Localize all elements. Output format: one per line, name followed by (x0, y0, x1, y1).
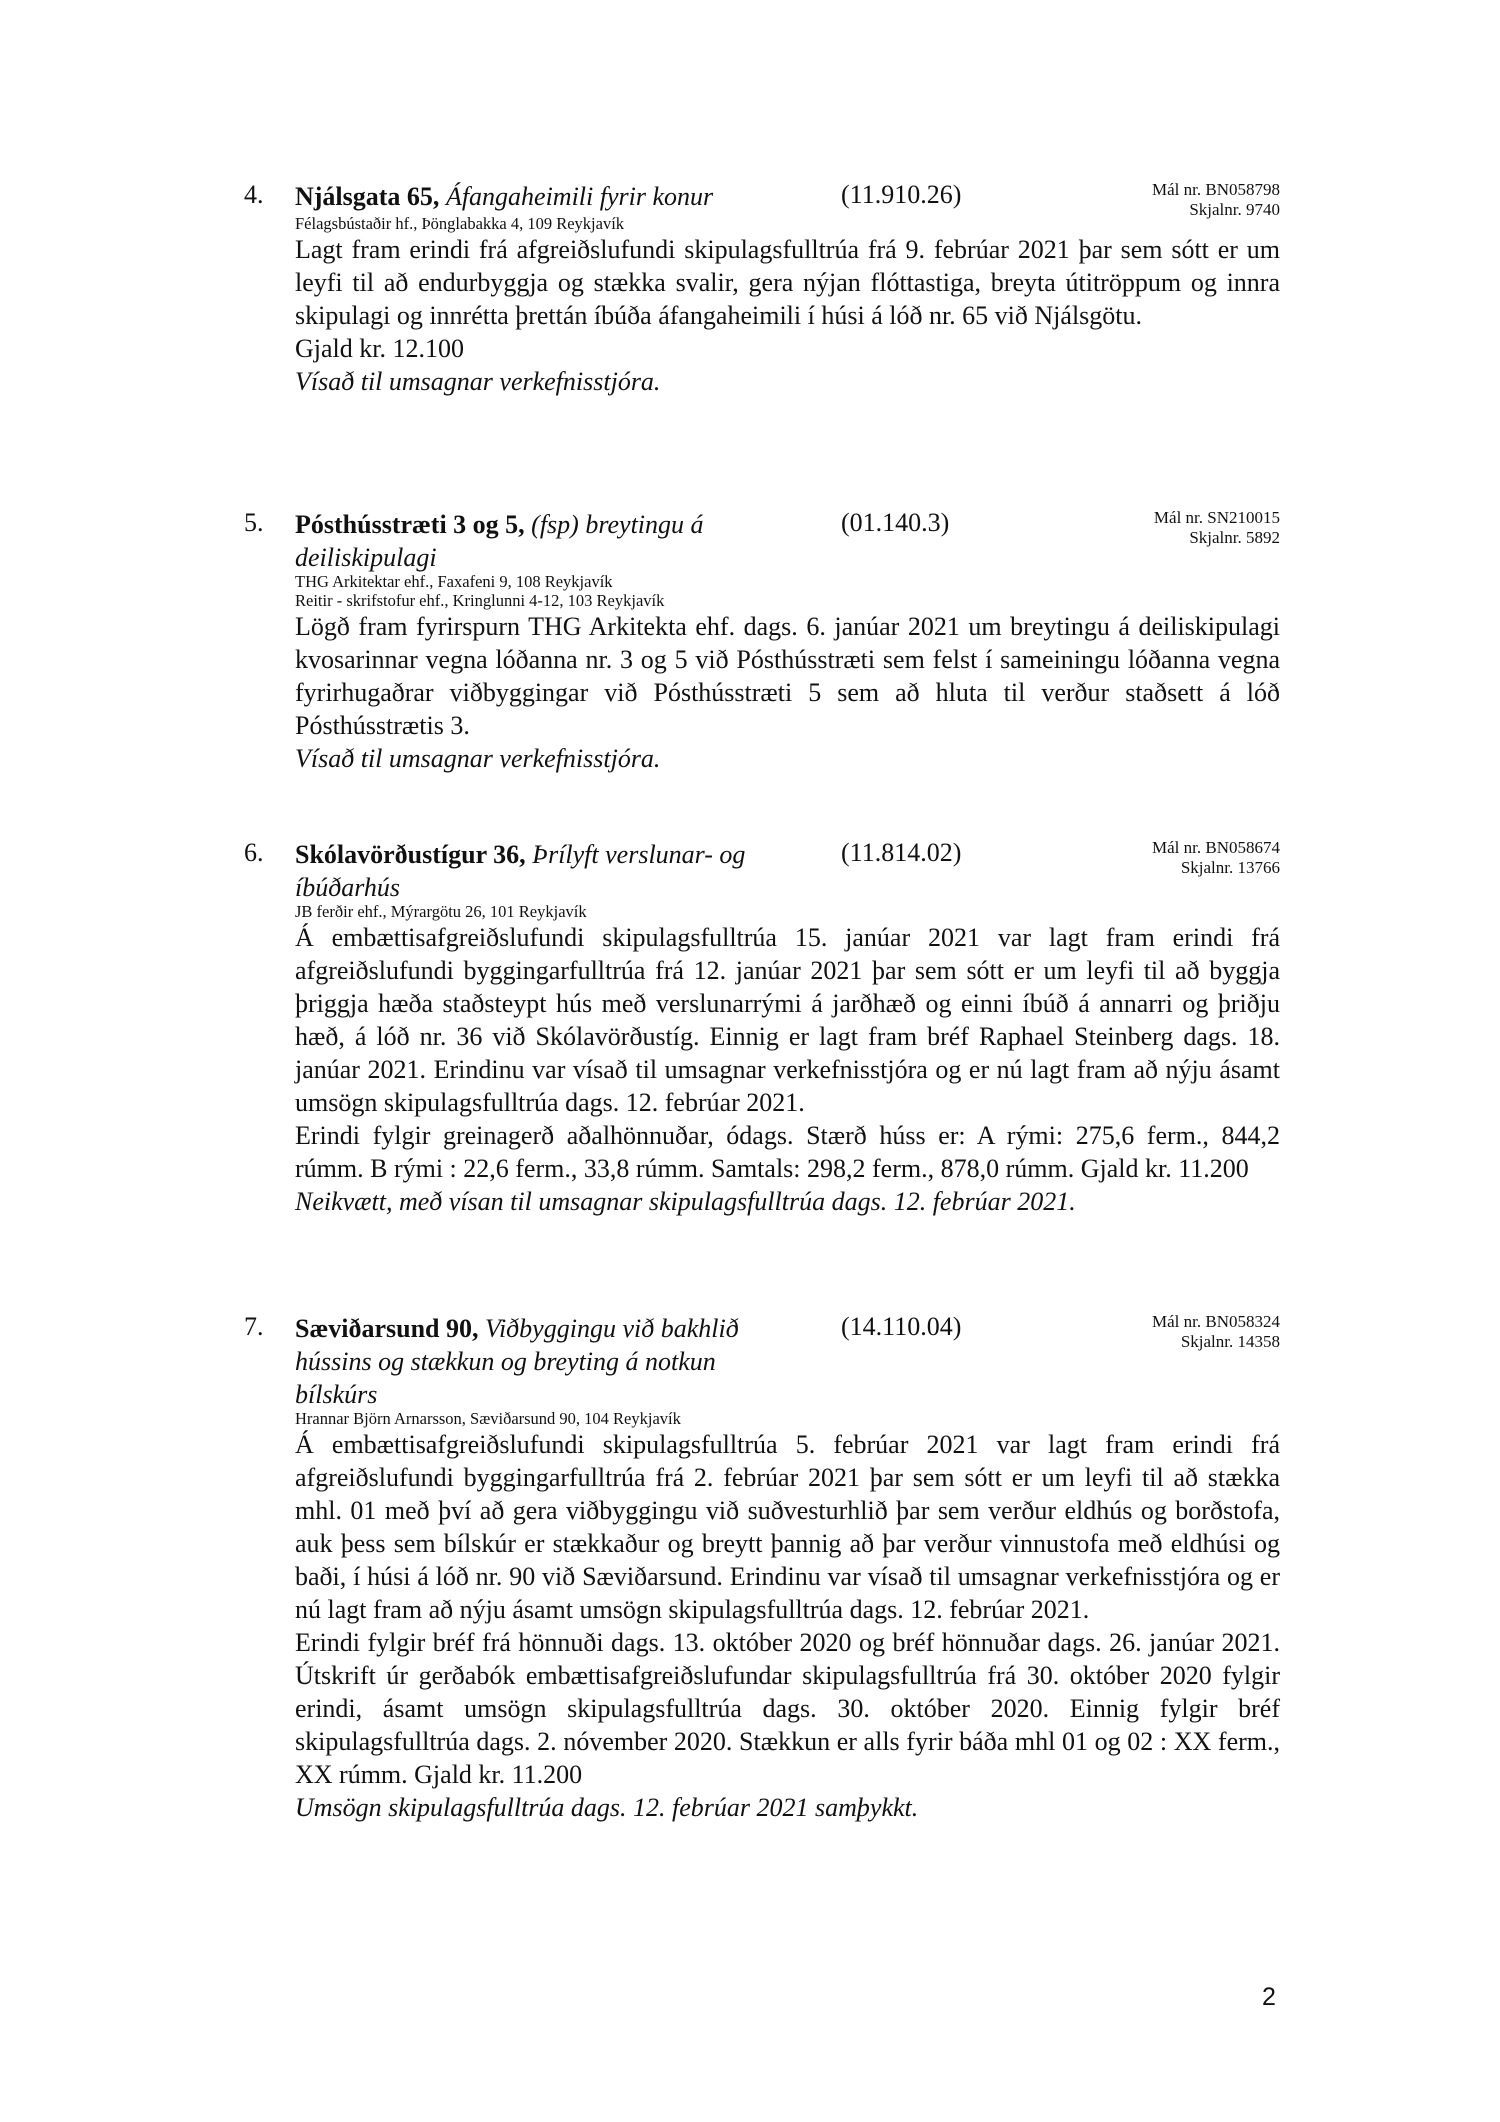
paragraph: Á embættisafgreiðslufundi skipulagsfulltrúa 15. janúar 2021 var lagt fram erindi frá afgreiðslufundi byggingarfulltrúa frá 12. janúar 2021 þar sem sótt er um leyfi til að byggja þriggja hæða staðsteypt hús með verslunarrými á jarðhæð og einni íbúð á annarri og þriðju hæð, á lóð nr. 36 við Skólavörðustíg. Einnig er lagt fram bréf Raphael Steinberg dags. 18. janúar 2021. Erindinu var vísað til umsagnar verkefnisstjóra og er nú lagt fram að nýju ásamt umsögn skipulagsfulltrúa dags. 12. febrúar 2021. (295, 923, 1280, 1117)
file-number: Skjalnr. 9740 (1189, 200, 1280, 219)
case-number: Mál nr. BN058324 (1152, 1312, 1280, 1331)
item-header (244, 508, 1280, 572)
item-subject: Þrílyft verslunar- og íbúðarhús (295, 840, 746, 902)
item-title (295, 838, 795, 904)
applicant: JB ferðir ehf., Mýrargötu 26, 101 Reykjavík (295, 902, 587, 921)
agenda-item-5 (244, 508, 1280, 775)
item-body (295, 610, 1280, 775)
verdict: Umsögn skipulagsfulltrúa dags. 12. febrúar 2021 samþykkt. (295, 1793, 919, 1822)
item-land-code: (01.140.3) (841, 508, 950, 537)
applicant: Hrannar Björn Arnarsson, Sæviðarsund 90, 104 Reykjavík (295, 1409, 681, 1428)
case-number: Mál nr. BN058674 (1152, 838, 1280, 857)
paragraph: Erindi fylgir bréf frá hönnuði dags. 13. október 2020 og bréf hönnuðar dags. 26. janúar 2021. Útskrift úr gerðabók embættisafgreiðslufundar skipulagsfulltrúa frá 30. október 2020 fylgir erindi, ásamt umsögn skipulagsfulltrúa dags. 30. október 2020. Einnig fylgir bréf skipulagsfulltrúa dags. 2. nóvember 2020. Stækkun er alls fyrir báða mhl 01 og 02 : XX ferm., XX rúmm. Gjald kr. 11.200 (295, 1628, 1280, 1789)
agenda-item-4 (244, 180, 1280, 398)
item-title (295, 180, 795, 213)
item-subject: (fsp) breytingu á deiliskipulagi (295, 510, 704, 572)
applicant: Félagsbústaðir hf., Þönglabakka 4, 109 Reykjavík (295, 214, 625, 233)
item-title (295, 508, 795, 574)
item-subject: Viðbyggingu við bakhlið hússins og stækkun og breyting á notkun bílskúrs (295, 1314, 739, 1409)
agenda-item-7 (244, 1312, 1280, 1824)
item-reference (1152, 1312, 1280, 1352)
item-header (244, 838, 1280, 902)
item-number: 6. (244, 838, 264, 867)
item-number: 4. (244, 180, 264, 209)
file-number: Skjalnr. 13766 (1180, 858, 1280, 877)
case-number: Mál nr. BN058798 (1152, 180, 1280, 199)
item-reference (1154, 508, 1280, 548)
item-body (295, 921, 1280, 1218)
verdict: Neikvætt, með vísan til umsagnar skipulagsfulltrúa dags. 12. febrúar 2021. (295, 1187, 1076, 1216)
item-address: Pósthússtræti 3 og 5, (295, 510, 525, 539)
item-reference (1152, 838, 1280, 878)
item-header (244, 180, 1280, 219)
item-address: Skólavörðustígur 36, (295, 840, 526, 869)
agenda-item-6 (244, 838, 1280, 1218)
paragraph: Gjald kr. 12.100 (295, 334, 464, 363)
item-subject: Áfangaheimili fyrir konur (445, 182, 714, 211)
applicant: Reitir - skrifstofur ehf., Kringlunni 4-12, 103 Reykjavík (295, 591, 665, 610)
paragraph: Lagt fram erindi frá afgreiðslufundi skipulagsfulltrúa frá 9. febrúar 2021 þar sem sótt er um leyfi til að endurbyggja og stækka svalir, gera nýjan flóttastiga, breyta útitröppum og innra skipulagi og innrétta þrettán íbúða áfangaheimili í húsi á lóð nr. 65 við Njálsgötu. (295, 235, 1280, 330)
item-body (295, 1428, 1280, 1824)
item-address: Sæviðarsund 90, (295, 1314, 479, 1343)
item-address: Njálsgata 65, (295, 182, 440, 211)
item-reference (1152, 180, 1280, 220)
file-number: Skjalnr. 5892 (1189, 528, 1280, 547)
paragraph: Á embættisafgreiðslufundi skipulagsfulltrúa 5. febrúar 2021 var lagt fram erindi frá afgreiðslufundi byggingarfulltrúa frá 2. febrúar 2021 þar sem sótt er um leyfi til að stækka mhl. 01 með því að gera viðbyggingu við suðvesturhlið þar sem verður eldhús og borðstofa, auk þess sem bílskúr er stækkaður og breytt þannig að þar verður vinnustofa með eldhúsi og baði, í húsi á lóð nr. 90 við Sæviðarsund. Erindinu var vísað til umsagnar verkefnisstjóra og er nú lagt fram að nýju ásamt umsögn skipulagsfulltrúa dags. 12. febrúar 2021. (295, 1430, 1280, 1624)
paragraph: Erindi fylgir greinagerð aðalhönnuðar, ódags. Stærð húss er: A rými: 275,6 ferm., 844,2 rúmm. B rými : 22,6 ferm., 33,8 rúmm. Samtals: 298,2 ferm., 878,0 rúmm. Gjald kr. 11.200 (295, 1121, 1280, 1183)
paragraph: Lögð fram fyrirspurn THG Arkitekta ehf. dags. 6. janúar 2021 um breytingu á deiliskipulagi kvosarinnar vegna lóðanna nr. 3 og 5 við Pósthússtræti sem felst í sameiningu lóðanna vegna fyrirhugaðrar viðbyggingar við Pósthússtræti 5 sem að hluta til verður staðsett á lóð Pósthússtrætis 3. (295, 612, 1280, 740)
item-body (295, 233, 1280, 398)
applicant: THG Arkitektar ehf., Faxafeni 9, 108 Reykjavík (295, 572, 613, 591)
item-title (295, 1312, 795, 1411)
verdict: Vísað til umsagnar verkefnisstjóra. (295, 367, 661, 396)
page-number: 2 (1262, 1983, 1276, 2011)
verdict: Vísað til umsagnar verkefnisstjóra. (295, 744, 661, 773)
file-number: Skjalnr. 14358 (1180, 1332, 1280, 1351)
item-land-code: (14.110.04) (841, 1312, 962, 1341)
case-number: Mál nr. SN210015 (1153, 508, 1280, 527)
item-number: 7. (244, 1312, 264, 1341)
item-land-code: (11.814.02) (841, 838, 962, 867)
item-number: 5. (244, 508, 264, 537)
item-header (244, 1312, 1280, 1409)
item-land-code: (11.910.26) (841, 180, 962, 209)
